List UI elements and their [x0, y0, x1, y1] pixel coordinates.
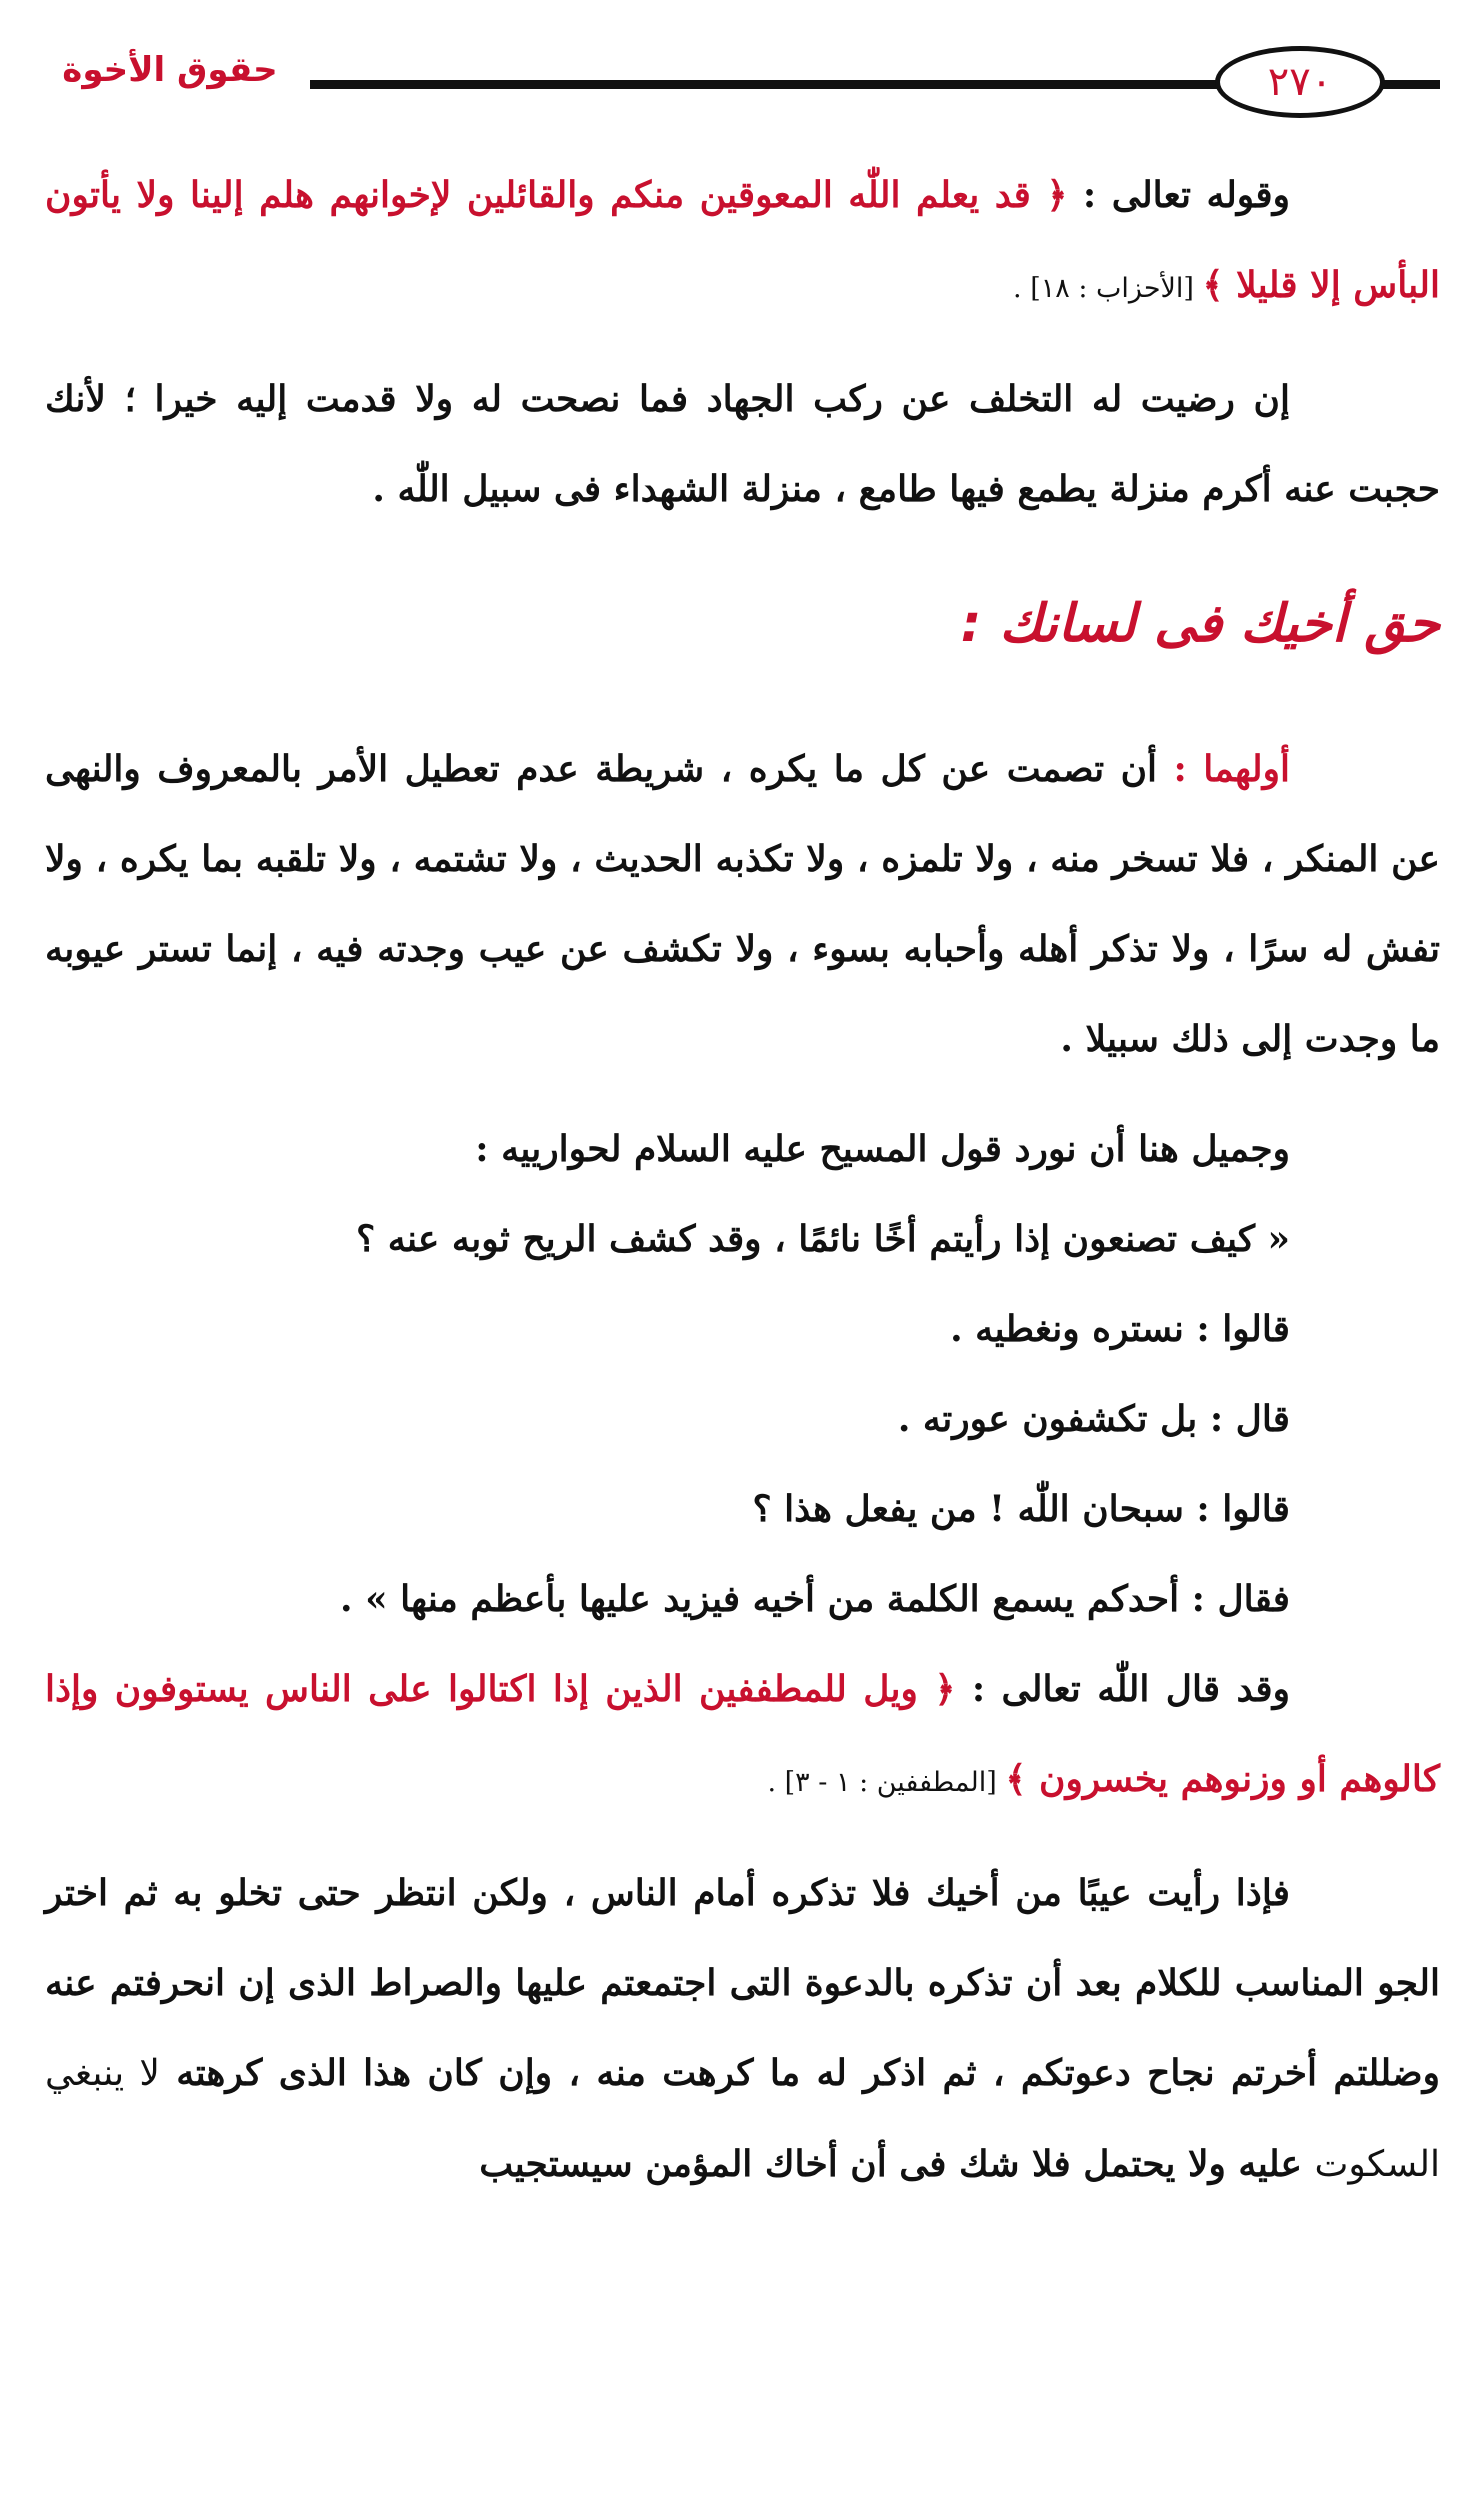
- verse1-ref: [الأحزاب : ١٨] .: [1013, 273, 1203, 304]
- first-duty-paragraph: [45, 724, 1440, 1084]
- dialog-line-2: قالوا : نستره ونغطيه .: [950, 1308, 1290, 1350]
- dialog-line-5: فقال : أحدكم يسمع الكلمة من أخيه فيزيد عليها بأعظم منها » .: [340, 1578, 1290, 1620]
- running-title: حقوق الأخوة: [62, 50, 278, 90]
- page-number: ٢٧٠: [1215, 46, 1385, 118]
- last-paragraph-a: فإذا رأيت عيبًا من أخيك فلا تذكره أمام الناس ، ولكن انتظر حتى تخلو به ثم اختر الجو المناسب للكلام بعد أن تذكره بالدعوة التى اجتمعتم عليها والصراط الذى إن انحرفتم عنه وضللتم أخرتم نجاح دعوتكم ، ثم اذكر له ما كرهت منه ، وإن كان هذا الذى كرهته: [45, 1872, 1441, 2094]
- verse2-intro: وقد قال اللّٰه تعالى :: [955, 1668, 1290, 1710]
- intro-quote: وجميل هنا أن نورد قول المسيح عليه السلام لحوارييه :: [475, 1128, 1290, 1170]
- verse1-paragraph: [45, 150, 1440, 334]
- last-paragraph-plain: لا ينبغي السكوت: [45, 2053, 1440, 2185]
- verse1-text: ﴿ قد يعلم اللّٰه المعوقين منكم والقائلين لإخوانهم هلم إلينا ولا يأتون البأس إلا قليلا ﴾: [45, 174, 1440, 306]
- last-paragraph-b: عليه ولا يحتمل فلا شك فى أن أخاك المؤمن سيستجيب: [479, 2143, 1315, 2185]
- running-header: [0, 38, 1483, 118]
- dialog-line-3: قال : بل تكشفون عورته .: [897, 1398, 1290, 1440]
- verse2-ref: [المطففين : ١ - ٣] .: [767, 1767, 1006, 1798]
- first-text: أن تصمت عن كل ما يكره ، شريطة عدم تعطيل الأمر بالمعروف والنهى عن المنكر ، فلا تسخر منه ، ولا تلمزه ، ولا تكذبه الحديث ، ولا تشتمه ، ولا تلقبه بما يكره ، ولا تفش له سرًا ، ولا تذكر أهله وأحبابه بسوء ، ولا تكشف عن عيب وجدته فيه ، إنما تستر عيوبه ما وجدت إلى ذلك سبيلا .: [45, 748, 1440, 1060]
- verse2-paragraph: [45, 1644, 1440, 1828]
- verse1-intro: وقوله تعالى :: [1067, 174, 1290, 216]
- paragraph-1: إن رضيت له التخلف عن ركب الجهاد فما نصحت له ولا قدمت إليه خيرا ؛ لأنك حجبت عنه أكرم منزلة يطمع فيها طامع ، منزلة الشهداء فى سبيل اللّٰه .: [45, 378, 1440, 510]
- section-heading: حق أخيك فى لسانك :: [960, 594, 1440, 654]
- first-label: أولهما :: [1157, 748, 1291, 790]
- verse2-text: ﴿ ويل للمطففين الذين إذا اكتالوا على الناس يستوفون وإذا كالوهم أو وزنوهم يخسرون ﴾: [45, 1668, 1440, 1800]
- dialog-line-4: قالوا : سبحان اللّٰه ! من يفعل هذا ؟: [752, 1488, 1290, 1530]
- dialog-line-1: « كيف تصنعون إذا رأيتم أخًا نائمًا ، وقد كشف الريح ثوبه عنه ؟: [356, 1218, 1290, 1260]
- last-paragraph: [45, 1848, 1440, 2210]
- body-text: [45, 150, 1440, 2210]
